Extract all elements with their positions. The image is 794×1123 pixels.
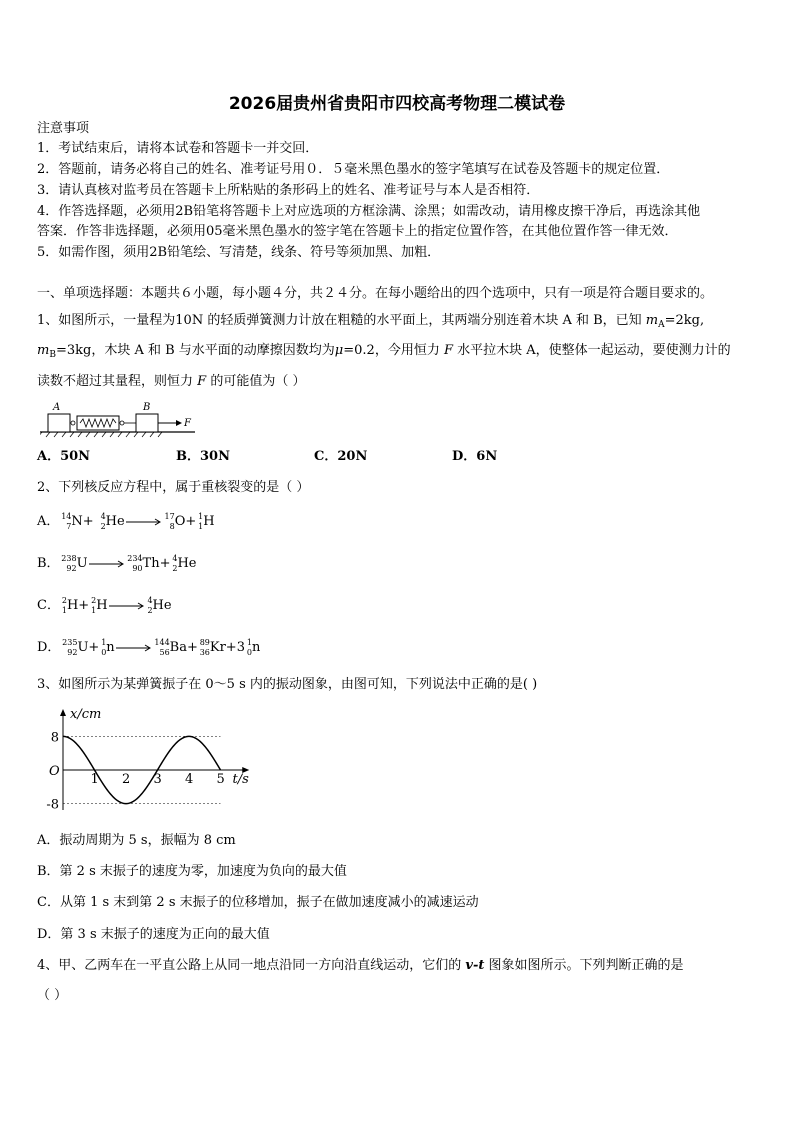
notice-heading: 注意事项 (37, 121, 90, 136)
vibration-graph (30, 702, 260, 818)
label-b: B (143, 402, 151, 413)
spring-blocks-figure (40, 400, 200, 438)
x-tick-label: 3 (153, 772, 162, 787)
label-a: A (53, 402, 61, 413)
arrow-icon (125, 514, 163, 530)
notice-item: 答案．作答非选择题，必须用05毫米黑色墨水的签字笔在答题卡上的指定位置作答，在其他位置作答一律无效． (37, 224, 678, 239)
q3-option-a: A．振动周期为 5 s，振幅为 8 cm (37, 833, 236, 848)
notice-item: 4．作答选择题，必须用2B铅笔将答题卡上对应选项的方框涂满、涂黑；如需改动，请用橡皮擦干净后，再选涂其他 (37, 204, 701, 219)
q4-stem: 4、甲、乙两车在一平直公路上从同一地点沿同一方向沿直线运动，它们的 v-t 图象如图所示。下列判断正确的是 (37, 958, 684, 973)
q2-option-a: A． 14 7 N+ 4 2 He 17 8 O+ 1 1 H (37, 512, 215, 531)
origin-label: O (49, 764, 60, 779)
arrow-icon (115, 640, 153, 656)
block-a (48, 414, 70, 432)
label-f: F (184, 418, 191, 429)
notice-item: 1．考试结束后，请将本试卷和答题卡一并交回． (37, 141, 319, 156)
notice-item: 2．答题前，请务必将自己的姓名、准考证号用０．５毫米黑色墨水的签字笔填写在试卷及答题卡的规定位置． (37, 162, 670, 177)
arrow-icon (88, 556, 126, 572)
y-tick-label: 8 (50, 730, 59, 746)
q3-option-d: D．第 3 s 末振子的速度为正向的最大值 (37, 927, 270, 942)
q1-option-a: A．50N (37, 449, 91, 464)
arrow-icon (108, 598, 146, 614)
q2-option-b: B． 238 92 U 234 90 Th+ 4 2 He (37, 554, 197, 573)
x-tick-label: 2 (122, 772, 131, 787)
x-tick-label: 5 (216, 772, 225, 787)
page-title: 2026届贵州省贵阳市四校高考物理二模试卷 (228, 94, 566, 114)
y-axis-arrow (60, 709, 66, 716)
q3-option-c: C．从第 1 s 末到第 2 s 末振子的位移增加，振子在做加速度减小的减速运动 (37, 895, 479, 910)
q3-stem: 3、如图所示为某弹簧振子在 0～5 s 内的振动图象，由图可知，下列说法中正确的是( ) (37, 677, 538, 692)
notice-item: 5．如需作图，须用2B铅笔绘、写清楚，线条、符号等须加黑、加粗． (37, 245, 441, 260)
x-axis-label: t/s (232, 772, 249, 787)
q1-option-d: D．6N (452, 449, 498, 464)
q2-option-d: D． 235 92 U+ 1 0 n 144 56 Ba+ 89 36 Kr+3 1 0 n (37, 638, 261, 657)
x-tick-label: 1 (90, 772, 99, 787)
q1-option-c: C．20N (314, 449, 368, 464)
q2-stem: 2、下列核反应方程中，属于重核裂变的是（ ） (37, 480, 310, 495)
q1-line3: 读数不超过其量程，则恒力 F 的可能值为（ ） (37, 374, 306, 389)
notice-item: 3．请认真核对监考员在答题卡上所粘贴的条形码上的姓名、准考证号与本人是否相符． (37, 183, 540, 198)
y-axis-label: x/cm (70, 707, 102, 722)
q2-option-c: C． 2 1 H+ 2 1 H 4 2 He (37, 596, 172, 615)
section-heading: 一、单项选择题：本题共６小题，每小题４分，共２４分。在每小题给出的四个选项中，只有一项是符合题目要求的。 (37, 286, 714, 301)
q1-line1: 1、如图所示，一量程为10N 的轻质弹簧测力计放在粗糙的水平面上，其两端分别连着木块 A 和 B，已知 $m_A=2kg$, (37, 313, 705, 330)
x-tick-label: 4 (185, 772, 194, 787)
q1-line2: $m_B=3kg$，木块 A 和 B 与水平面的动摩擦因数均为μ=0.2，今用恒力 F 水平拉木块 A，使整体一起运动，要使测力计的 (37, 343, 731, 360)
q3-option-b: B．第 2 s 末振子的速度为零，加速度为负向的最大值 (37, 864, 347, 879)
block-b (136, 414, 158, 432)
q4-stem-paren: （ ） (37, 988, 68, 1003)
q1-option-b: B．30N (176, 449, 230, 464)
y-tick-label: -8 (46, 797, 59, 813)
